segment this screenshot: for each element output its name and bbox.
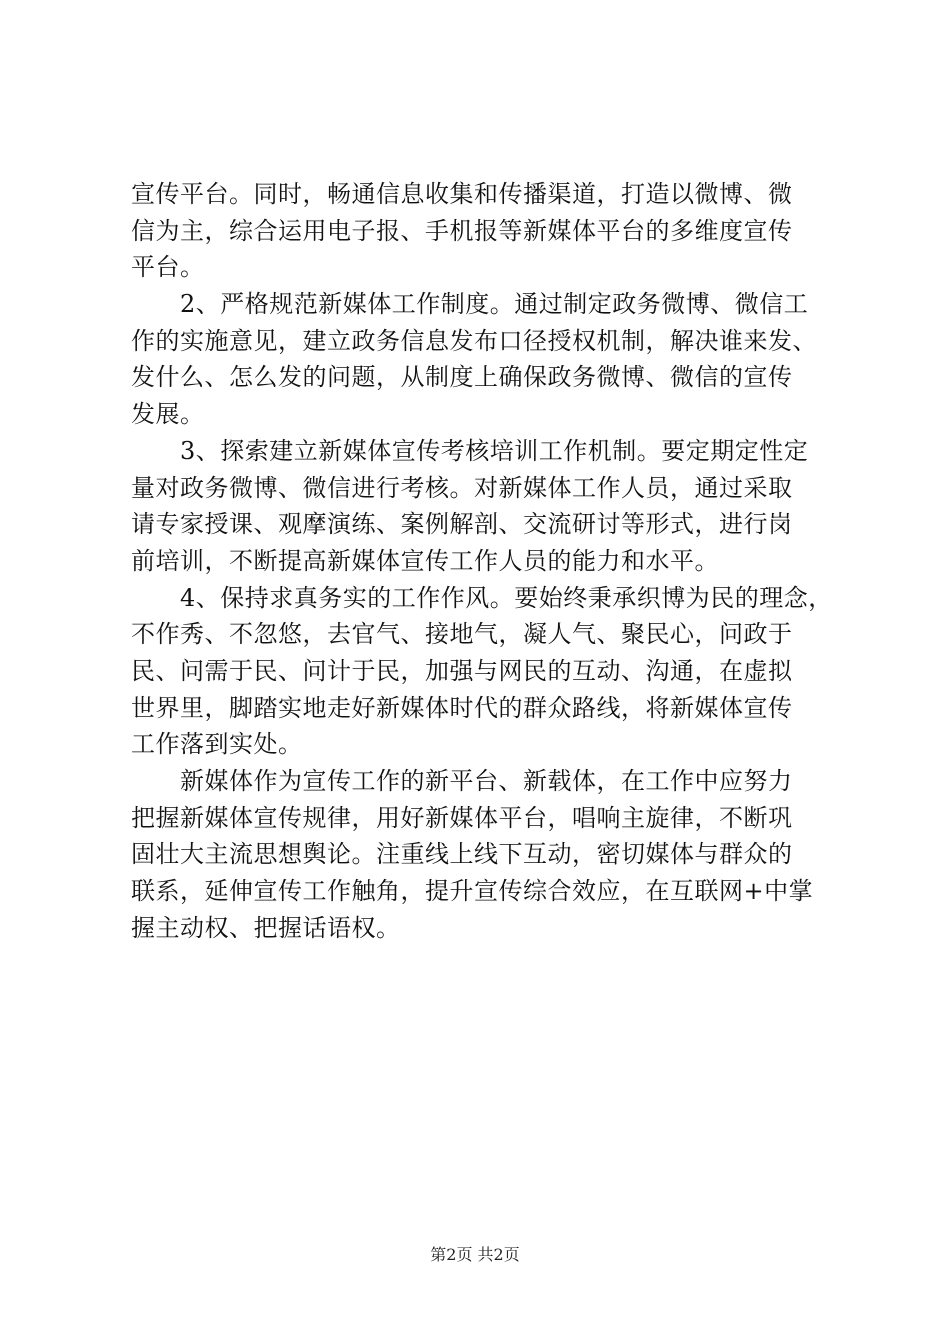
text-line: 民、问需于民、问计于民，加强与网民的互动、沟通，在虚拟 (131, 656, 793, 685)
text-line: 世界里，脚踏实地走好新媒体时代的群众路线，将新媒体宣传 (131, 693, 793, 722)
text-line: 把握新媒体宣传规律，用好新媒体平台，唱响主旋律，不断巩 (131, 803, 793, 832)
text-line: 握主动权、把握话语权。 (131, 913, 401, 942)
document-body (131, 176, 831, 946)
text-line: 固壮大主流思想舆论。注重线上线下互动，密切媒体与群众的 (131, 840, 793, 869)
text-line: 2、严格规范新媒体工作制度。通过制定政务微博、微信工 (131, 290, 809, 319)
text-line: 发什么、怎么发的问题，从制度上确保政务微博、微信的宣传 (131, 363, 793, 392)
text-line: 宣传平台。同时，畅通信息收集和传播渠道，打造以微博、微 (131, 180, 793, 208)
text-line: 不作秀、不忽悠，去官气、接地气，凝人气、聚民心，问政于 (131, 620, 793, 649)
text-line: 信为主，综合运用电子报、手机报等新媒体平台的多维度宣传 (131, 216, 793, 245)
text-line: 3、探索建立新媒体宣传考核培训工作机制。要定期定性定 (131, 436, 809, 465)
text-line: 新媒体作为宣传工作的新平台、新载体，在工作中应努力 (131, 767, 793, 795)
text-line: 联系，延伸宣传工作触角，提升宣传综合效应，在互联网+中掌 (131, 877, 814, 906)
page-number-label: 第2页 共2页 (430, 1245, 520, 1264)
page-footer (0, 1244, 950, 1266)
text-line: 4、保持求真务实的工作作风。要始终秉承织博为民的理念， (131, 583, 833, 612)
text-line: 前培训，不断提高新媒体宣传工作人员的能力和水平。 (131, 546, 719, 575)
text-line: 发展。 (131, 400, 205, 429)
text-line: 量对政务微博、微信进行考核。对新媒体工作人员，通过采取 (131, 473, 793, 502)
text-line: 作的实施意见，建立政务信息发布口径授权机制，解决谁来发、 (131, 326, 817, 355)
text-line: 平台。 (131, 253, 205, 282)
text-line: 请专家授课、观摩演练、案例解剖、交流研讨等形式，进行岗 (131, 510, 793, 539)
text-line: 工作落到实处。 (131, 730, 303, 759)
